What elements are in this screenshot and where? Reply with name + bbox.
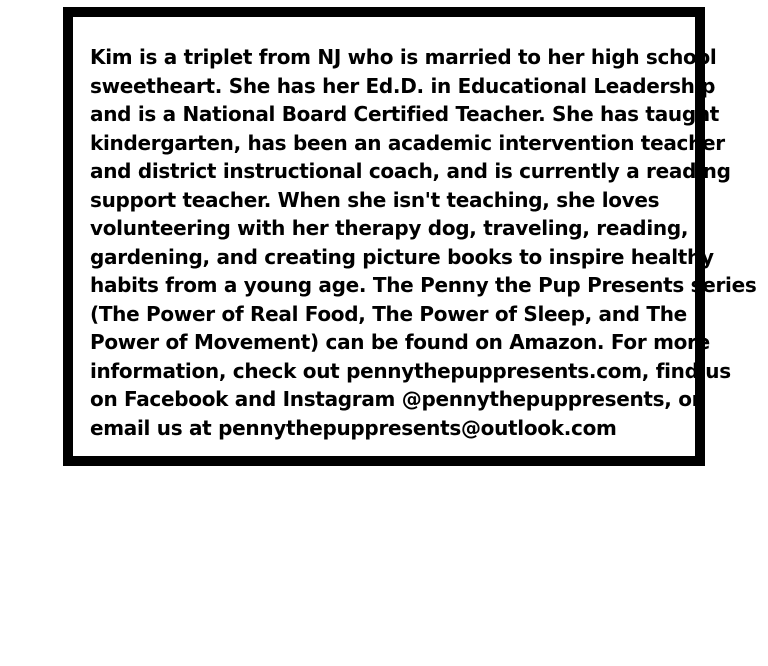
bio-line-11: Power of Movement) can be found on Amazon. For more: [90, 330, 710, 354]
bio-line-14: email us at pennythepuppresents@outlook.com: [90, 415, 617, 440]
bio-line-10: (The Power of Real Food, The Power of Sleep, and The: [90, 301, 687, 326]
bio-line-8: gardening, and creating picture books to inspire healthy: [90, 244, 714, 269]
bio-line-7: volunteering with her therapy dog, traveling, reading,: [90, 216, 689, 240]
bio-line-2: sweetheart. She has her Ed.D. in Educational Leadership: [90, 73, 716, 98]
bio-line-13: on Facebook and Instagram @pennythepuppresents, or: [90, 387, 702, 411]
bio-line-5: and district instructional coach, and is currently a reading: [90, 159, 731, 183]
bio-line-6: support teacher. When she isn't teaching, she loves: [90, 187, 660, 212]
bio-line-1: Kim is a triplet from NJ who is married to her high school: [90, 45, 717, 69]
bio-paragraph: [90, 43, 757, 442]
bio-line-4: kindergarten, has been an academic intervention teacher: [90, 130, 725, 155]
bio-line-12: information, check out pennythepuppresents.com, find us: [90, 358, 731, 383]
bio-line-9: habits from a young age. The Penny the Pup Presents series: [90, 273, 757, 297]
bio-box: [63, 7, 757, 466]
bio-line-3: and is a National Board Certified Teacher. She has taught: [90, 102, 720, 126]
